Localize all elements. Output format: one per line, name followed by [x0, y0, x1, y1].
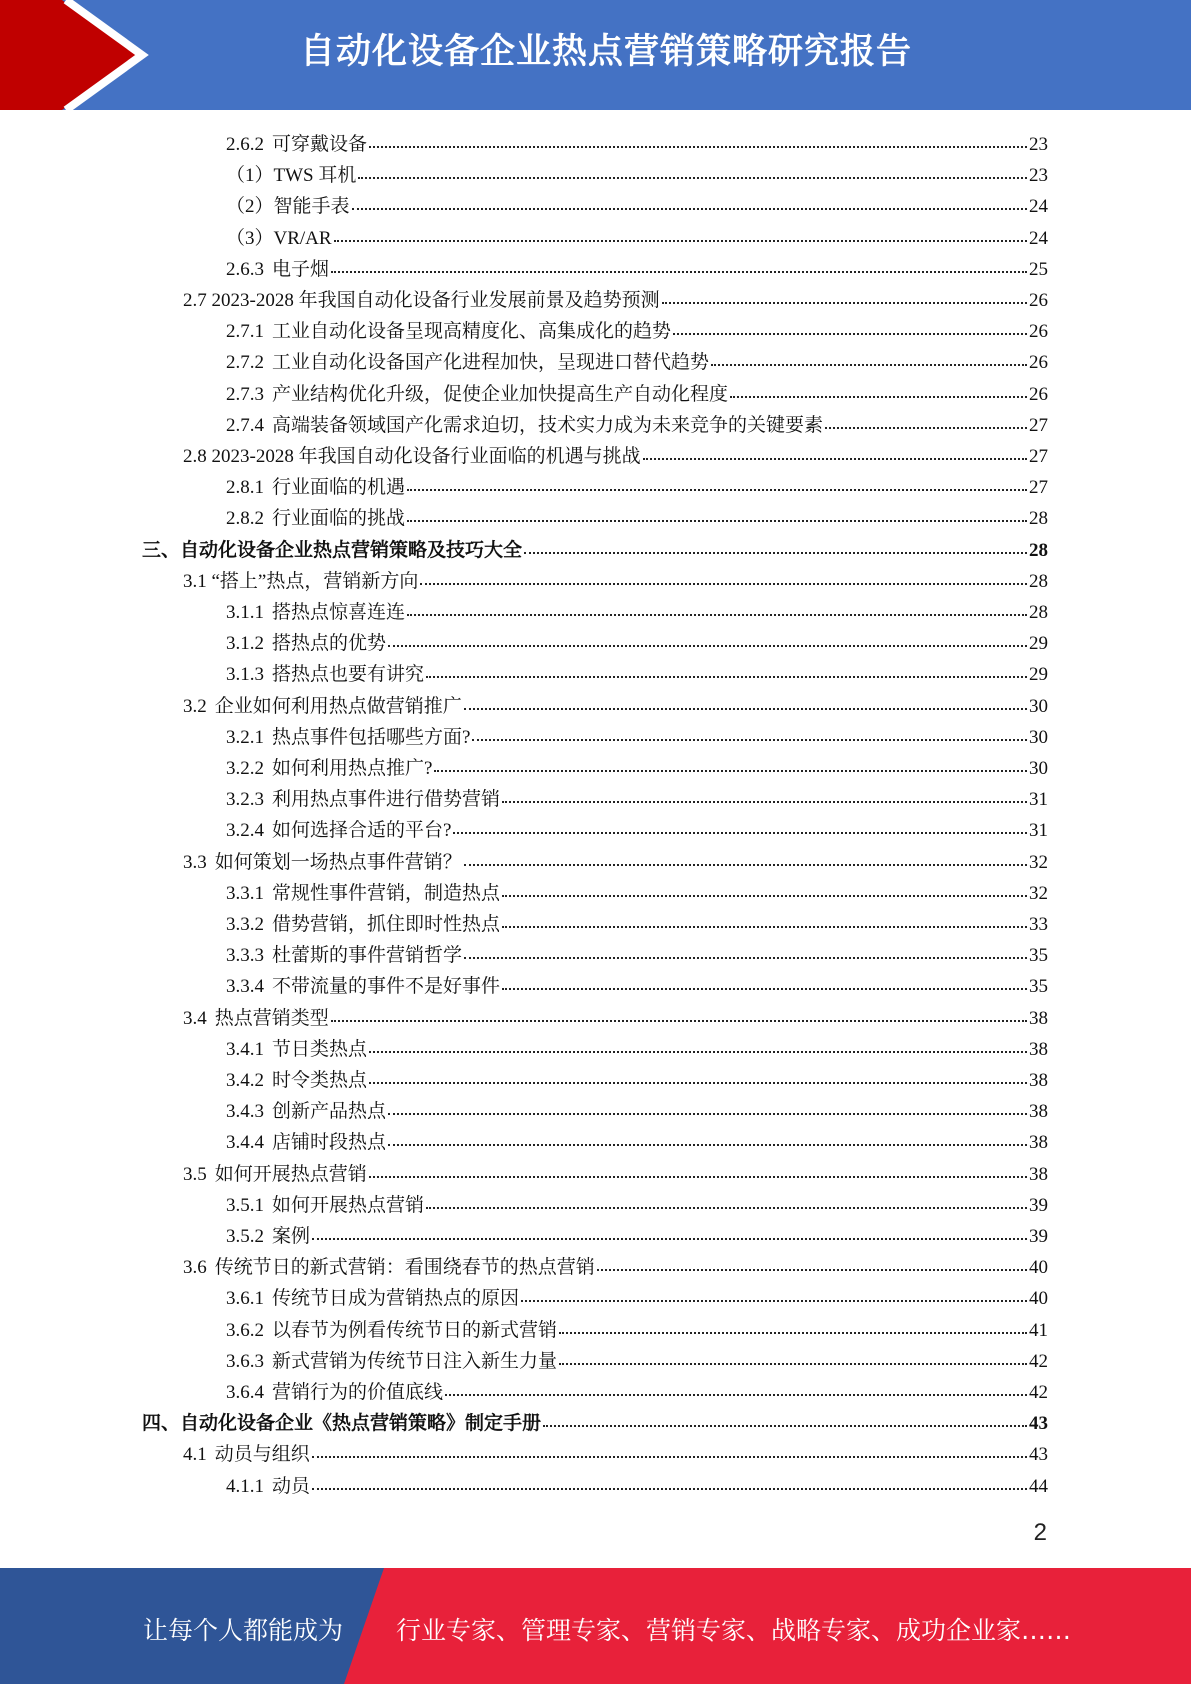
toc-dot-leader	[521, 1279, 1027, 1302]
toc-entry-title: 3.1 “搭上”热点，营销新方向	[183, 570, 419, 592]
toc-entry[interactable]	[226, 1094, 1048, 1125]
toc-entry-page: 33	[1029, 914, 1048, 935]
toc-entry-page: 31	[1029, 789, 1048, 811]
toc-entry-title: 可穿戴设备	[272, 134, 368, 155]
toc-entry-number: 3.6.1	[226, 1288, 264, 1310]
toc-entry-title: 店铺时段热点	[272, 1132, 387, 1154]
toc-entry-number: 3.6	[183, 1257, 207, 1279]
toc-entry-number: 3.6.4	[226, 1382, 264, 1403]
toc-entry-title: 借势营销，抓住即时性热点	[272, 914, 501, 935]
toc-entry[interactable]	[226, 938, 1048, 969]
toc-entry-page: 35	[1029, 976, 1048, 998]
toc-entry-page: 32	[1029, 851, 1048, 873]
toc-entry-page: 42	[1029, 1350, 1048, 1372]
toc-entry-number: 3.2.4	[226, 820, 264, 842]
toc-entry-page: 30	[1029, 758, 1048, 779]
toc-dot-leader	[559, 1311, 1027, 1334]
toc-entry[interactable]	[183, 1250, 1048, 1281]
toc-entry-number: 3.5	[183, 1163, 207, 1185]
toc-entry-number: 3.2.3	[226, 789, 264, 811]
toc-entry[interactable]	[226, 1313, 1048, 1344]
toc-entry-page: 25	[1029, 258, 1048, 280]
toc-entry-title: 传统节日成为营销热点的原因	[272, 1288, 520, 1310]
toc-entry[interactable]	[183, 439, 1048, 470]
toc-entry-title: 产业结构优化升级，促使企业加快提高生产自动化程度	[272, 383, 729, 405]
toc-entry-number: 2.6.2	[226, 134, 264, 155]
toc-entry[interactable]	[226, 595, 1048, 626]
toc-entry-title: 搭热点也要有讲究	[272, 664, 425, 686]
toc-entry-page: 40	[1029, 1288, 1048, 1310]
toc-entry-number: 3.4.3	[226, 1101, 264, 1123]
toc-entry-title: （2）智能手表	[226, 196, 350, 218]
toc-entry-title: 行业面临的挑战	[272, 508, 406, 530]
toc-entry-title: 四、自动化设备企业《热点营销策略》制定手册	[142, 1413, 542, 1435]
toc-dot-leader	[502, 780, 1027, 803]
toc-dot-leader	[502, 967, 1027, 990]
toc-entry-title: 搭热点惊喜连连	[272, 602, 406, 623]
toc-dot-leader	[662, 281, 1027, 304]
toc-entry-page: 38	[1029, 1038, 1048, 1060]
toc-dot-leader	[643, 437, 1027, 460]
toc-entry[interactable]	[226, 1219, 1048, 1250]
toc-entry-title: 如何利用热点推广?	[272, 758, 433, 779]
toc-entry[interactable]	[226, 408, 1048, 439]
toc-entry[interactable]	[226, 501, 1048, 532]
toc-entry-number: 3.4.1	[226, 1038, 264, 1060]
toc-entry-title: 杜蕾斯的事件营销哲学	[272, 945, 463, 967]
toc-entry[interactable]	[226, 1125, 1048, 1156]
toc-entry[interactable]	[226, 907, 1048, 938]
toc-entry-title: 行业面临的机遇	[272, 477, 406, 499]
toc-dot-leader	[369, 1061, 1027, 1084]
toc-entry-page: 29	[1029, 633, 1048, 655]
toc-entry[interactable]	[183, 1001, 1048, 1032]
toc-entry-title: 不带流量的事件不是好事件	[272, 976, 501, 998]
report-title: 自动化设备企业热点营销策略研究报告	[300, 32, 913, 72]
toc-entry[interactable]	[226, 470, 1048, 501]
toc-entry[interactable]	[226, 1375, 1048, 1406]
toc-entry-title: 热点营销类型	[214, 1007, 329, 1029]
toc-entry-title: 创新产品热点	[272, 1101, 387, 1123]
toc-entry-page: 40	[1029, 1257, 1048, 1279]
toc-entry-page: 27	[1029, 446, 1048, 467]
toc-dot-leader	[711, 343, 1027, 366]
toc-dot-leader	[369, 125, 1027, 148]
toc-entry[interactable]	[226, 1281, 1048, 1312]
toc-entry-page: 24	[1029, 196, 1048, 218]
toc-dot-leader	[502, 905, 1027, 928]
toc-entry[interactable]	[226, 252, 1048, 283]
toc-entry[interactable]	[226, 876, 1048, 907]
toc-entry[interactable]	[226, 626, 1048, 657]
toc-entry-number: 3.5.2	[226, 1226, 264, 1247]
toc-dot-leader	[559, 1342, 1027, 1365]
toc-entry[interactable]	[142, 533, 1048, 564]
toc-entry[interactable]	[226, 158, 1048, 189]
toc-entry-page: 38	[1029, 1163, 1048, 1185]
toc-entry-number: 4.1	[183, 1444, 207, 1466]
toc-entry-number: 3.4	[183, 1007, 207, 1029]
toc-dot-leader	[407, 593, 1027, 616]
toc-entry-number: 3.1.3	[226, 664, 264, 686]
toc-entry-page: 26	[1029, 321, 1048, 343]
toc-entry-number: 3.6.3	[226, 1350, 264, 1372]
toc-entry-title: 企业如何利用热点做营销推广	[214, 695, 462, 717]
toc-entry-title: 搭热点的优势	[272, 633, 387, 655]
toc-entry-page: 41	[1029, 1319, 1048, 1341]
toc-entry-title: 电子烟	[272, 258, 330, 280]
toc-dot-leader	[445, 1373, 1027, 1396]
toc-entry-title: 利用热点事件进行借势营销	[272, 789, 501, 811]
toc-dot-leader	[453, 811, 1027, 834]
toc-entry-title: 热点事件包括哪些方面?	[272, 726, 471, 748]
toc-entry-page: 26	[1029, 352, 1048, 374]
toc-entry[interactable]	[226, 720, 1048, 751]
toc-entry[interactable]	[226, 189, 1048, 220]
toc-entry-title: 动员与组织	[214, 1444, 310, 1466]
toc-entry-title: 以春节为例看传统节日的新式营销	[272, 1319, 558, 1341]
toc-entry-page: 29	[1029, 664, 1048, 686]
toc-entry-number: 3.2.1	[226, 726, 264, 748]
toc-entry-page: 35	[1029, 945, 1048, 967]
toc-entry-page: 43	[1029, 1444, 1048, 1466]
toc-dot-leader	[730, 375, 1027, 398]
toc-entry-page: 28	[1029, 508, 1048, 530]
toc-entry-title: 如何选择合适的平台?	[272, 820, 452, 842]
toc-dot-leader	[426, 655, 1027, 678]
toc-entry-page: 24	[1029, 227, 1048, 249]
toc-entry-page: 38	[1029, 1007, 1048, 1029]
toc-entry[interactable]	[183, 564, 1048, 595]
toc-entry[interactable]	[226, 1032, 1048, 1063]
toc-entry-page: 28	[1029, 570, 1048, 592]
toc-entry[interactable]	[183, 283, 1048, 314]
toc-entry-title: 动员	[272, 1475, 311, 1497]
toc-entry[interactable]	[226, 221, 1048, 252]
toc-entry[interactable]	[226, 1063, 1048, 1094]
toc-entry-page: 27	[1029, 477, 1048, 499]
toc-entry-title: 如何开展热点营销	[272, 1194, 425, 1216]
toc-entry-number: 4.1.1	[226, 1475, 264, 1497]
toc-dot-leader	[388, 624, 1027, 647]
toc-entry-title: 新式营销为传统节日注入新生力量	[272, 1350, 558, 1372]
toc-entry-page: 23	[1029, 134, 1048, 155]
toc-dot-leader	[472, 718, 1027, 741]
toc-entry-title: 如何开展热点营销	[214, 1163, 367, 1185]
toc-entry-title: 三、自动化设备企业热点营销策略及技巧大全	[142, 539, 523, 561]
toc-entry-number: 3.6.2	[226, 1319, 264, 1341]
toc-dot-leader	[407, 499, 1027, 522]
toc-dot-leader	[673, 312, 1027, 335]
toc-entry-title: 2.7 2023-2028 年我国自动化设备行业发展前景及趋势预测	[183, 290, 660, 311]
toc-dot-leader	[369, 1155, 1027, 1178]
toc-entry-page: 39	[1029, 1194, 1048, 1216]
toc-entry-title: （3）VR/AR	[226, 227, 332, 249]
toc-dot-leader	[334, 219, 1027, 242]
toc-entry-title: 传统节日的新式营销：看围绕春节的热点营销	[214, 1257, 595, 1279]
toc-entry-page: 44	[1029, 1475, 1048, 1497]
toc-dot-leader	[420, 562, 1027, 585]
toc-entry-number: 3.3.3	[226, 945, 264, 967]
toc-dot-leader	[331, 999, 1027, 1022]
toc-entry-title: 2.8 2023-2028 年我国自动化设备行业面临的机遇与挑战	[183, 446, 641, 467]
toc-entry[interactable]	[226, 782, 1048, 813]
toc-entry-title: （1）TWS 耳机	[226, 165, 357, 187]
toc-entry-title: 高端装备领域国产化需求迫切，技术实力成为未来竞争的关键要素	[272, 414, 824, 436]
toc-entry[interactable]	[226, 377, 1048, 408]
toc-entry[interactable]	[226, 813, 1048, 844]
toc-dot-leader	[502, 874, 1027, 897]
toc-entry[interactable]	[226, 1469, 1048, 1500]
toc-dot-leader	[434, 749, 1027, 772]
toc-dot-leader	[388, 1092, 1027, 1115]
toc-entry[interactable]	[226, 127, 1048, 158]
toc-entry[interactable]	[142, 1406, 1048, 1437]
toc-entry-page: 26	[1029, 383, 1048, 405]
toc-entry-number: 3.3.2	[226, 914, 264, 935]
toc-entry-number: 3.2.2	[226, 758, 264, 779]
toc-entry[interactable]	[226, 1344, 1048, 1375]
toc-entry[interactable]	[183, 1157, 1048, 1188]
toc-dot-leader	[464, 687, 1027, 710]
toc-entry[interactable]	[183, 845, 1048, 876]
toc-entry-number: 3.3.4	[226, 976, 264, 998]
toc-entry-number: 2.7.2	[226, 352, 264, 374]
toc-entry-number: 3.3.1	[226, 882, 264, 904]
toc-dot-leader	[358, 156, 1027, 179]
toc-entry-number: 2.8.2	[226, 508, 264, 530]
toc-entry-number: 3.4.2	[226, 1070, 264, 1091]
toc-dot-leader	[369, 1030, 1027, 1053]
toc-entry-page: 38	[1029, 1070, 1048, 1091]
toc-entry-page: 23	[1029, 165, 1048, 187]
toc-entry-number: 3.2	[183, 695, 207, 717]
toc-entry-title: 常规性事件营销，制造热点	[272, 882, 501, 904]
toc-entry-number: 2.8.1	[226, 477, 264, 499]
toc-entry-title: 时令类热点	[272, 1070, 368, 1091]
toc-entry-page: 30	[1029, 695, 1048, 717]
toc-entry-page: 28	[1029, 602, 1048, 623]
toc-entry-number: 2.7.1	[226, 321, 264, 343]
page-header	[0, 0, 1191, 110]
toc-dot-leader	[352, 187, 1027, 210]
toc-entry-page: 26	[1029, 290, 1048, 311]
toc-dot-leader	[388, 1123, 1027, 1146]
toc-entry-number: 2.6.3	[226, 258, 264, 280]
toc-entry-page: 32	[1029, 882, 1048, 904]
toc-entry-page: 39	[1029, 1226, 1048, 1247]
toc-entry-number: 3.1.1	[226, 602, 264, 623]
toc-dot-leader	[407, 468, 1027, 491]
toc-entry-title: 工业自动化设备呈现高精度化、高集成化的趋势	[272, 321, 672, 343]
toc-entry-page: 30	[1029, 726, 1048, 748]
toc-entry[interactable]	[183, 689, 1048, 720]
toc-entry-page: 38	[1029, 1132, 1048, 1154]
toc-entry[interactable]	[226, 1188, 1048, 1219]
toc-entry-number: 2.7.4	[226, 414, 264, 436]
toc-entry[interactable]	[226, 751, 1048, 782]
toc-entry[interactable]	[226, 345, 1048, 376]
toc-dot-leader	[524, 531, 1027, 554]
toc-entry-title: 工业自动化设备国产化进程加快，呈现进口替代趋势	[272, 352, 710, 374]
toc-entry-page: 31	[1029, 820, 1048, 842]
toc-dot-leader	[464, 843, 1027, 866]
toc-dot-leader	[426, 1186, 1027, 1209]
toc-entry-number: 3.3	[183, 851, 207, 873]
toc-entry[interactable]	[226, 657, 1048, 688]
page-footer	[0, 1568, 1191, 1684]
toc-entry-page: 28	[1029, 539, 1048, 561]
toc-dot-leader	[597, 1248, 1027, 1271]
toc-entry-page: 43	[1029, 1413, 1048, 1435]
toc-entry[interactable]	[226, 969, 1048, 1000]
toc-dot-leader	[312, 1435, 1027, 1458]
toc-entry[interactable]	[183, 1437, 1048, 1468]
toc-dot-leader	[331, 250, 1027, 273]
toc-entry-number: 3.1.2	[226, 633, 264, 655]
toc-entry-page: 42	[1029, 1382, 1048, 1403]
toc-entry-title: 如何策划一场热点事件营销？	[214, 851, 462, 873]
toc-entry[interactable]	[226, 314, 1048, 345]
toc-entry-number: 2.7.3	[226, 383, 264, 405]
page-number: 2	[1033, 1519, 1047, 1546]
toc-dot-leader	[312, 1467, 1027, 1490]
toc-entry-title: 案例	[272, 1226, 311, 1247]
toc-entry-number: 3.4.4	[226, 1132, 264, 1154]
toc-dot-leader	[543, 1404, 1027, 1427]
toc-entry-number: 3.5.1	[226, 1194, 264, 1216]
toc-dot-leader	[825, 406, 1027, 429]
toc-entry-title: 节日类热点	[272, 1038, 368, 1060]
footer-slogan-right: 行业专家、管理专家、营销专家、战略专家、成功企业家……	[396, 1616, 1072, 1645]
toc-entry-title: 营销行为的价值底线	[272, 1382, 444, 1403]
toc-dot-leader	[312, 1217, 1027, 1240]
toc-entry-page: 27	[1029, 414, 1048, 436]
footer-slogan-left: 让每个人都能成为	[143, 1616, 344, 1645]
toc-dot-leader	[464, 936, 1027, 959]
toc-entry-page: 38	[1029, 1101, 1048, 1123]
